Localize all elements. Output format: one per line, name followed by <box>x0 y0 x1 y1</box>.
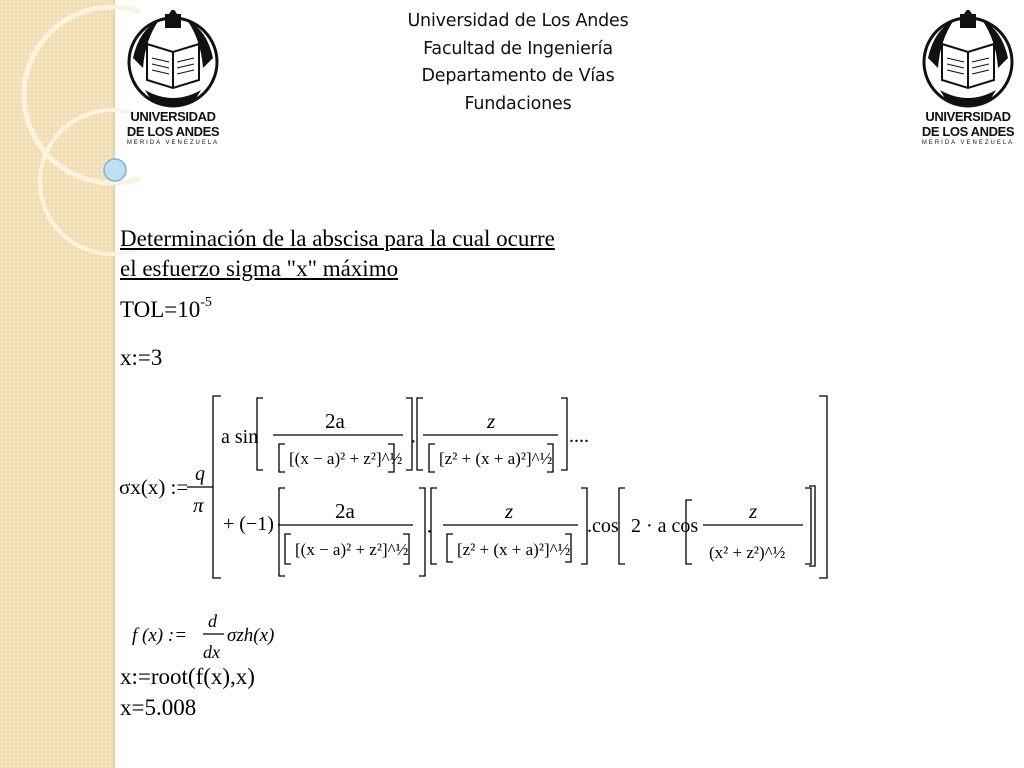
decorative-circles <box>0 0 140 260</box>
row2-prefix: + (−1) <box>223 513 274 535</box>
row1-denominator: [(x − a)² + z²]^½ <box>289 449 403 468</box>
tolerance-base: TOL=10 <box>120 297 201 322</box>
row1-dot: · <box>410 431 417 453</box>
row2-z-numerator: z <box>505 499 514 523</box>
derivative-lhs: f (x) := <box>132 625 188 646</box>
logo-name-line1: UNIVERSIDAD <box>130 109 216 124</box>
logo-name-line2: DE LOS ANDES <box>126 124 220 139</box>
row2-denominator: [(x − a)² + z²]^½ <box>295 540 409 559</box>
logo-name-line2: DE LOS ANDES <box>921 124 1015 139</box>
row2-last-numerator: z <box>749 499 758 523</box>
row2-z-denominator: [z² + (x + a)²]^½ <box>457 540 571 559</box>
row2-numerator: 2a <box>335 499 355 523</box>
row1-z-numerator: z <box>487 409 496 433</box>
derivative-denominator: dx <box>203 642 220 662</box>
university-crest-icon <box>920 10 1016 108</box>
section-heading <box>120 224 640 284</box>
factor-denominator: π <box>193 493 204 517</box>
faculty-name: Facultad de Ingeniería <box>423 38 613 59</box>
heading-line1: Determinación de la abscisa para la cual ocurre <box>120 226 555 251</box>
row2-dot: · <box>426 521 433 543</box>
row2-inner: 2 · a cos <box>631 515 699 537</box>
institution-header <box>380 8 656 118</box>
tolerance-statement <box>120 297 212 323</box>
row1-trailing-dots: .... <box>569 425 589 447</box>
logo-city: MERIDA VENEZUELA <box>126 140 220 146</box>
row1-numerator: 2a <box>325 409 345 433</box>
factor-numerator: q <box>195 463 205 485</box>
tolerance-exponent: -5 <box>200 295 212 310</box>
sigma-x-equation <box>113 388 853 588</box>
row2-cos: .cos <box>587 515 619 537</box>
department-name: Departamento de Vías <box>421 66 615 86</box>
root-call: x:=root(f(x),x) <box>120 664 255 689</box>
row1-prefix: a sin <box>221 426 259 448</box>
row1-z-denominator: [z² + (x + a)²]^½ <box>439 449 553 468</box>
heading-line2: el esfuerzo sigma "x" máximo <box>120 256 399 281</box>
university-name: Universidad de Los Andes <box>407 11 629 31</box>
course-name: Fundaciones <box>464 93 572 114</box>
derivative-numerator: d <box>208 611 217 631</box>
equation-lhs: σx(x) := <box>119 475 189 499</box>
university-crest-icon <box>125 10 221 108</box>
row2-last-denominator: (x² + z²)^½ <box>709 543 786 562</box>
initial-guess: x:=3 <box>120 345 163 370</box>
university-logo-left <box>125 10 221 146</box>
derivative-rhs: σzh(x) <box>227 625 275 646</box>
root-result: x=5.008 <box>120 695 197 720</box>
university-logo-right <box>920 10 1016 146</box>
logo-name-line1: UNIVERSIDAD <box>925 109 1011 124</box>
derivative-definition <box>120 605 320 665</box>
logo-city: MERIDA VENEZUELA <box>921 140 1015 146</box>
